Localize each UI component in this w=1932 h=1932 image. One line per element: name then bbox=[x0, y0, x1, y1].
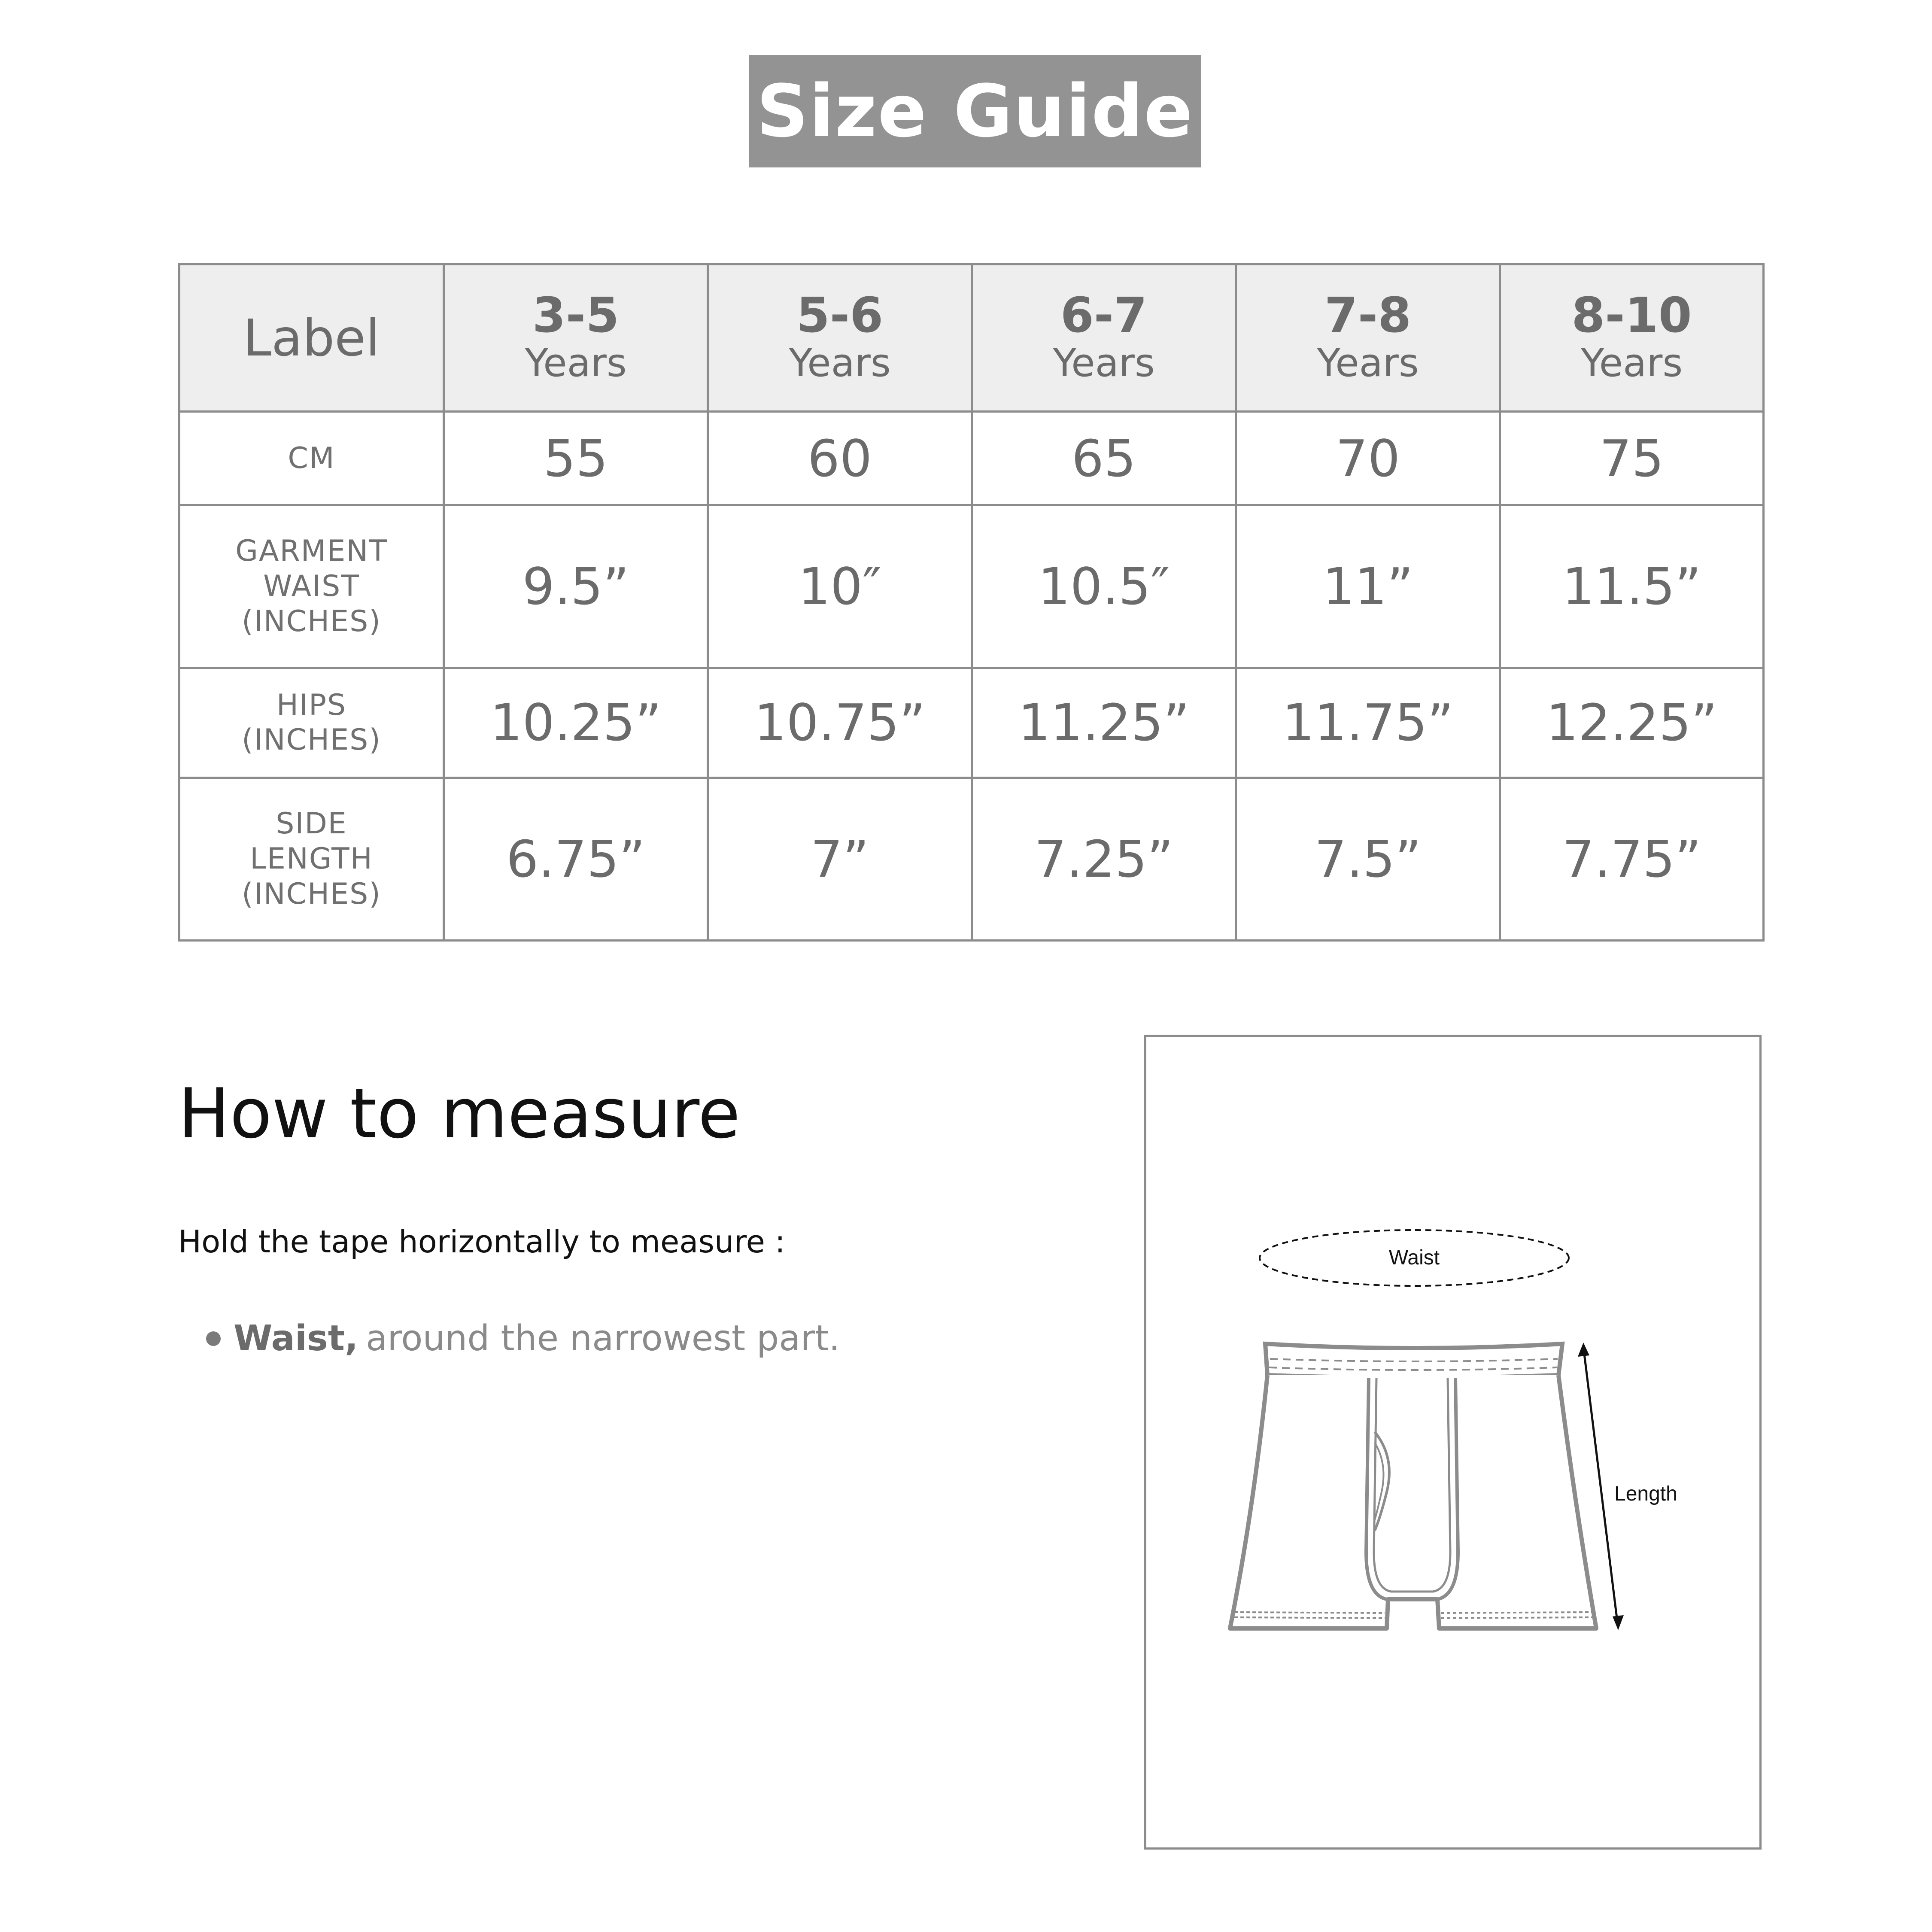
table-cell: 10″ bbox=[708, 505, 972, 668]
table-cell: 10.5″ bbox=[972, 505, 1236, 668]
age-unit: Years bbox=[1053, 340, 1155, 386]
table-cell: 11.75” bbox=[1236, 668, 1500, 778]
row-label bbox=[179, 778, 444, 940]
age-range: 8-10 bbox=[1571, 287, 1692, 343]
table-cell: 7” bbox=[708, 778, 972, 940]
row-label-line: (INCHES) bbox=[242, 877, 381, 911]
age-range: 7-8 bbox=[1324, 287, 1412, 343]
page-title: Size Guide bbox=[756, 69, 1194, 153]
how-to-measure-title: How to measure bbox=[178, 1073, 741, 1154]
row-label-line: LENGTH bbox=[250, 841, 373, 876]
row-label-line: (INCHES) bbox=[242, 723, 381, 757]
boxer-shorts-illustration bbox=[1146, 1037, 1759, 1847]
row-label-line: WAIST bbox=[263, 569, 360, 604]
table-row-side-length bbox=[179, 778, 1764, 940]
age-range: 3-5 bbox=[532, 287, 620, 343]
size-table bbox=[178, 263, 1765, 942]
table-cell: 55 bbox=[444, 412, 708, 505]
bullet-term: Waist, bbox=[234, 1318, 358, 1359]
row-label bbox=[179, 412, 444, 505]
waist-label: Waist bbox=[1388, 1246, 1440, 1269]
age-range: 6-7 bbox=[1060, 287, 1148, 343]
age-unit: Years bbox=[789, 340, 891, 386]
age-unit: Years bbox=[525, 340, 627, 386]
row-label-line: GARMENT bbox=[235, 534, 388, 568]
table-header-row bbox=[179, 264, 1764, 412]
size-guide-title-box bbox=[749, 55, 1201, 167]
bullet-icon bbox=[206, 1331, 221, 1346]
age-range: 5-6 bbox=[796, 287, 884, 343]
table-cell: 11.25” bbox=[972, 668, 1236, 778]
arrow-head-icon bbox=[1613, 1615, 1624, 1630]
column-header bbox=[972, 264, 1236, 412]
bullet-text: around the narrowest part. bbox=[366, 1318, 840, 1359]
table-cell: 9.5” bbox=[444, 505, 708, 668]
table-row-cm bbox=[179, 412, 1764, 505]
list-item bbox=[206, 1318, 840, 1359]
column-header bbox=[1236, 264, 1500, 412]
table-cell: 75 bbox=[1500, 412, 1764, 505]
row-label-line: SIDE bbox=[276, 807, 347, 841]
table-cell: 11” bbox=[1236, 505, 1500, 668]
table-cell: 7.25” bbox=[972, 778, 1236, 940]
table-cell: 70 bbox=[1236, 412, 1500, 505]
table-cell: 6.75” bbox=[444, 778, 708, 940]
row-label bbox=[179, 668, 444, 778]
table-cell: 60 bbox=[708, 412, 972, 505]
length-label: Length bbox=[1614, 1482, 1677, 1505]
arrow-head-icon bbox=[1578, 1343, 1589, 1357]
table-cell: 7.75” bbox=[1500, 778, 1764, 940]
table-cell: 10.75” bbox=[708, 668, 972, 778]
age-unit: Years bbox=[1580, 340, 1683, 386]
column-header bbox=[1500, 264, 1764, 412]
column-header bbox=[708, 264, 972, 412]
table-cell: 7.5” bbox=[1236, 778, 1500, 940]
table-cell: 12.25” bbox=[1500, 668, 1764, 778]
measurement-diagram bbox=[1144, 1035, 1762, 1850]
label-header-cell bbox=[179, 264, 444, 412]
row-label-line: HIPS bbox=[276, 688, 347, 722]
how-to-measure-subtitle: Hold the tape horizontally to measure : bbox=[178, 1224, 786, 1260]
table-cell: 11.5” bbox=[1500, 505, 1764, 668]
table-cell: 10.25” bbox=[444, 668, 708, 778]
age-unit: Years bbox=[1317, 340, 1419, 386]
column-header bbox=[444, 264, 708, 412]
table-row-hips bbox=[179, 668, 1764, 778]
row-label bbox=[179, 505, 444, 668]
row-label-line: CM bbox=[288, 441, 335, 475]
table-row-garment-waist bbox=[179, 505, 1764, 668]
label-header: Label bbox=[243, 308, 380, 368]
table-cell: 65 bbox=[972, 412, 1236, 505]
row-label-line: (INCHES) bbox=[242, 604, 381, 638]
